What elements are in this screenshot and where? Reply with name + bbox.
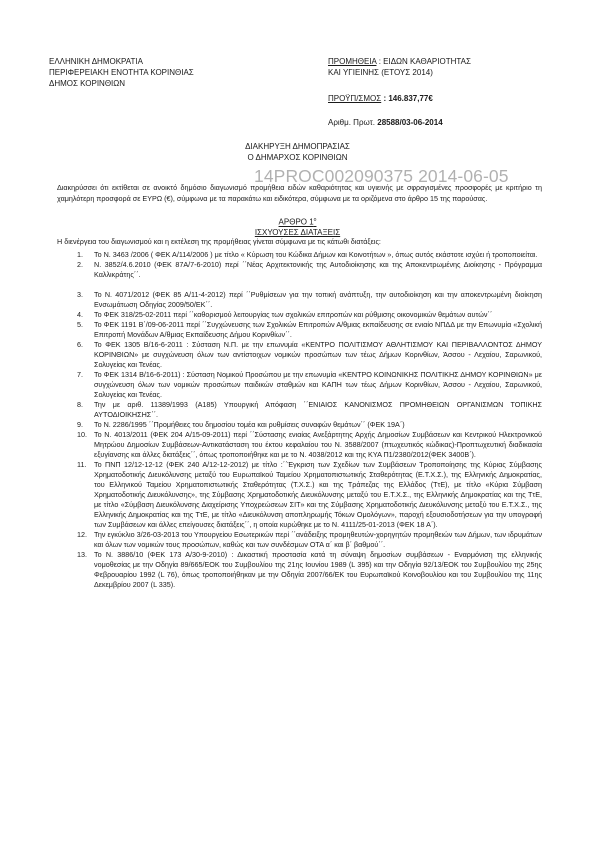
budget-value: : 146.837,77€ [383,94,433,103]
item-number: 13. [77,550,87,559]
item-number: 4. [77,310,83,319]
procurement-value: : ΕΙΔΩΝ ΚΑΘΑΡΙΟΤΗΤΑΣ [378,57,471,66]
list-item [57,550,542,590]
item-text: Το Ν. 3463 /2006 ( ΦΕΚ Α/114/2006 ) με τίτλο « Κύρωση του Κώδικα Δήμων και Κοινοτήτων », όπως αυτός εκάστοτε ισχύει ή τροποποιείται. [94,250,538,259]
item-number: 10. [77,430,87,439]
item-text: Το ΦΕΚ 1305 Β/16-6-2011 : Σύσταση Ν.Π. με την επωνυμία «ΚΕΝΤΡΟ ΠΟΛΙΤΙΣΜΟΥ ΑΘΛΗΤΙΣΜΟΥ ΚΑΙ ΠΕΡΙΒΑΛΛΟΝΤΟΣ ΔΗΜΟΥ ΚΟΡΙΝΘΙΩΝ» με συγχώνευση όλων των αντίστοιχων νομικών προσώπων των τέως Δήμων Κορινθίων, Άσσου - Λεχαίου, Σαρωνικού, Σολυγείας και Τενέας. [94,340,542,369]
item-text: Το ΦΕΚ 1191 Β΄/09-06-2011 περί ΄΄Συγχώνευσης των Σχολικών Επιτροπών Α/θμιας εκπαίδευσης σε ενιαίο ΝΠΔΔ με την Επωνυμία «Σχολική Επιτροπή Μονάδων Α/θμιας Εκπαίδευσης Δήμου Κορινθίων΄΄. [94,320,542,339]
item-text: Το ΦΕΚ 1314 Β/16-6-2011) : Σύσταση Νομικού Προσώπου με την επωνυμία «ΚΕΝΤΡΟ ΚΟΙΝΩΝΙΚΗΣ ΠΟΛΙΤΙΚΗΣ ΔΗΜΟΥ ΚΟΡΙΝΘΙΩΝ» με συγχώνευση όλων των νομικών προσώπων παιδικών σταθμών και ΚΑΠΗ των τέως Δήμων Κορινθίων, Άσσου - Λεχαίου, Σαρωνικού, Σολυγείας και Τενέας. [94,370,542,399]
item-number: 7. [77,370,83,379]
item-number: 3. [77,290,83,299]
budget-label: ΠΡΟΫΠ/ΣΜΟΣ [328,94,382,103]
article-subtitle: ΙΣΧΥΟΥΣΕΣ ΔΙΑΤΑΞΕΙΣ [254,227,341,237]
protocol-line [328,117,443,128]
article-title: ΑΡΘΡΟ 1 [278,217,314,227]
item-text: Το ΦΕΚ 318/25-02-2011 περί ΄΄καθορισμού λειτουργίας των σχολικών επιτροπών και ρύθμισης οικονομικών θεμάτων αυτών΄΄ [94,310,493,319]
item-text: Το Ν. 4071/2012 (ΦΕΚ 85 Α/11-4-2012) περί ΄΄Ρυθμίσεων για την τοπική ανάπτυξη, την αυτοδιοίκηση και την αποκεντρωμένη διοίκηση Ενσωμάτωση Οδηγίας 2009/50/ΕΚ΄΄. [94,290,542,309]
list-item [57,290,542,310]
item-text: Ν. 3852/4.6.2010 (ΦΕΚ 87Α/7-6-2010) περί ΄΄Νέας Αρχιτεκτονικής της Αυτοδιοίκησης και της Αποκεντρωμένης Διοίκησης - Πρόγραμμα Καλλικράτης΄΄. [94,260,542,279]
item-number: 6. [77,340,83,349]
item-number: 1. [77,250,83,259]
item-text: Το Ν. 3886/10 (ΦΕΚ 173 Α/30-9-2010) : Δικαστική προστασία κατά τη σύναψη δημοσίων συμβάσεων - Εναρμόνιση της ελληνικής νομοθεσίας με την Οδηγία 89/665/ΕΟΚ του Συμβουλίου της 21ης Ιουνίου 1989 (L 395) και την Οδηγία 92/13/ΕΟΚ του Συμβουλίου της 25ης Φεβρουαρίου 1992 (L 76), όπως τροποποιήθηκαν με την Οδηγία 2007/66/ΕΚ του Ευρωπαϊκού Κοινοβουλίου και του Συμβουλίου της 11ης Δεκεμβρίου 2007 (L 335). [94,550,542,589]
diavgeia-watermark: 14PROC002090375 2014-06-05 [254,166,509,186]
item-text: Το ΠΝΠ 12/12-12-12 (ΦΕΚ 240 Α/12-12-2012) με τίτλο :΄΄Έγκριση των Σχεδίων των Συμβάσεων Τροποποίησης της Κύριας Σύμβασης Χρηματοδοτικής Διευκόλυνσης μεταξύ του Ευρωπαϊκού Ταμείου Χρηματοπιστωτικής Σταθερότητας (Ε.Τ.Χ.Σ.), της Ελληνικής Δημοκρατίας, του Ελληνικού Ταμείου Χρηματοπιστωτικής Σταθερότητας (Τ.Χ.Σ.) και της Τράπεζας της Ελλάδος (ΤτΕ), με τίτλο «Κύρια Σύμβαση Χρηματοδοτικής Διευκόλυνσης», της Σύμβασης Χρηματοδοτικής Διευκόλυνσης μεταξύ του Ε.Τ.Χ.Σ., της Ελληνικής Δημοκρατίας και της ΤτΕ, με τίτλο «Σύμβαση Διευκόλυνσης Διαχείρισης Υποχρεώσεων ΣΙΤ» και της Σύμβασης Χρηματοδοτικής Διευκόλυνσης μεταξύ του Ε.Τ.Χ.Σ., της Ελληνικής Δημοκρατίας και της ΤτΕ, με τίτλο «Διευκόλυνση αποπληρωμής Τόκων Ομολόγων», παροχή εξουσιοδοτήσεων για την υπογραφή των Συμβάσεων και άλλες επείγουσες διατάξεις΄΄, η οποία κυρώθηκε με το Ν. 4111/25-01-2013 (ΦΕΚ 18 Α΄). [94,460,542,529]
article-heading [0,215,595,238]
procurement-value-line2: ΚΑΙ ΥΓΙΕΙΝΗΣ (ΕΤΟΥΣ 2014) [328,68,433,77]
item-number: 5. [77,320,83,329]
list-item [57,250,542,260]
issuer-line: ΠΕΡΙΦΕΡΕΙΑΚΗ ΕΝΟΤΗΤΑ ΚΟΡΙΝΘΙΑΣ [49,68,194,77]
list-item [57,320,542,340]
list-item [57,310,542,320]
item-text: Την εγκύκλιο 3/26-03-2013 του Υπουργείου Εσωτερικών περί ΄΄ανάδειξης προμηθευτών-χορηγητών προμηθειών των Δήμων, των ιδρυμάτων και όλων των νομικών τους προσώπων, καθώς και των συνδέσμων ΟΤΑ α΄ και β΄ βαθμού΄΄. [94,530,542,549]
list-item [57,530,542,550]
provisions-lead: Η διενέργεια του διαγωνισμού και η εκτέλεση της προμήθειας γίνεται σύμφωνα με τις κάτωθι διατάξεις: [57,237,381,246]
budget-line [328,93,433,104]
issuer-line: ΔΗΜΟΣ ΚΟΡΙΝΘΙΩΝ [49,79,126,88]
issuer-header [49,56,194,89]
item-text: Το Ν. 2286/1995 ΄΄Προμήθειες του δημοσίου τομέα και ρυθμίσεις συναφών θεμάτων΄΄ (ΦΕΚ 19Α΄) [94,420,405,429]
protocol-label: Αριθμ. Πρωτ. [328,118,376,127]
title-line: Ο ΔΗΜΑΡΧΟΣ ΚΟΡΙΝΘΙΩΝ [247,153,348,162]
list-item [57,260,542,280]
document-title [0,141,595,163]
list-item [57,460,542,530]
item-number: 11. [77,460,87,469]
item-number: 2. [77,260,83,269]
list-item [57,370,542,400]
list-item [57,430,542,460]
item-number: 12. [77,530,87,539]
item-text: Το Ν. 4013/2011 (ΦΕΚ 204 Α/15-09-2011) περί ΄΄Σύστασης ενιαίας Ανεξάρτητης Αρχής Δημοσίων Συμβάσεων και Κεντρικού Ηλεκτρονικού Μητρώου Δημοσίων Συμβάσεων-Αντικατάσταση του έκτου κεφαλαίου του Ν. 3588/2007 (πτωχευτικός κώδικας)-Προπτωχευτική διαδικασία εξυγίανσης και άλλες διατάξεις΄΄, όπως τροποποιήθηκε και με το Ν. 4038/2012 και της ΚΥΑ Π1/2380/2012(ΦΕΚ 3400Β΄). [94,430,542,459]
list-item [57,420,542,430]
article-superscript: ο [313,217,317,223]
issuer-line: ΕΛΛΗΝΙΚΗ ΔΗΜΟΚΡΑΤΙΑ [49,57,143,66]
procurement-header [328,56,471,78]
item-text: Την με αριθ. 11389/1993 (Α185) Υπουργική Απόφαση ΄΄ΕΝΙΑΙΟΣ ΚΑΝΟΝΙΣΜΟΣ ΠΡΟΜΗΘΕΙΩΝ ΟΡΓΑΝΙΣΜΩΝ ΤΟΠΙΚΗΣ ΑΥΤΟΔΙΟΙΚΗΣΗΣ΄΄. [94,400,542,419]
title-line: ΔΙΑΚΗΡΥΞΗ ΔΗΜΟΠΡΑΣΙΑΣ [245,142,350,151]
item-number: 9. [77,420,83,429]
intro-paragraph: Διακηρύσσει ότι εκτίθεται σε ανοικτό δημόσιο διαγωνισμό προμήθεια ειδών καθαριότητας και υγιεινής με σφραγισμένες προσφορές με κριτήριο τη χαμηλότερη προσφορά σε ΕΥΡΩ (€), σύμφωνα με τα παρακάτω και ειδικότερα, σύμφωνα με τα οριζόμενα στο άρθρο 15 της παρούσας. [57,183,542,203]
list-item [57,400,542,420]
list-item [57,340,542,370]
procurement-label: ΠΡΟΜΗΘΕΙΑ [328,57,377,66]
protocol-value: 28588/03-06-2014 [377,118,443,127]
provisions-list [57,250,542,590]
item-number: 8. [77,400,83,409]
